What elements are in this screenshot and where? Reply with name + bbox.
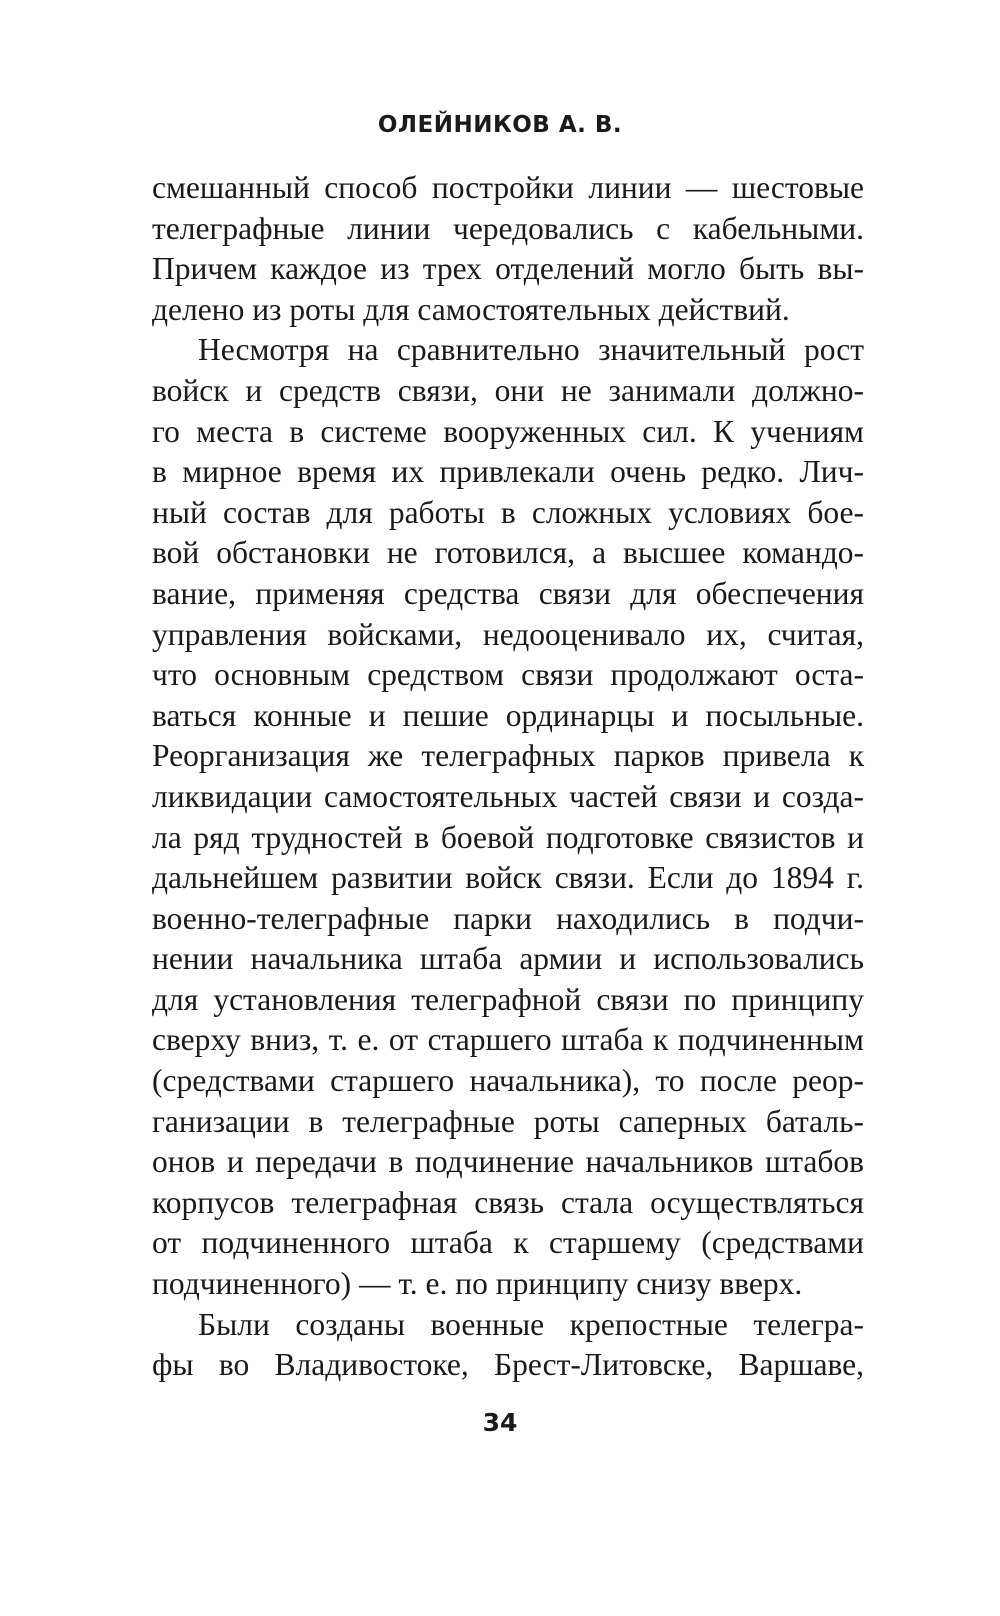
text-line: фы во Владивостоке, Брест-Литовске, Варшаве, (152, 1347, 864, 1383)
text-line: Реорганизация же телеграфных парков привела к (152, 738, 864, 774)
text-line: ный состав для работы в сложных условиях бое- (152, 494, 864, 530)
text-line: ликвидации самостоятельных частей связи и созда- (152, 778, 864, 814)
text-line: вание, применяя средства связи для обеспечения (152, 575, 864, 611)
text-line: войск и средств связи, они не занимали должно- (152, 372, 864, 408)
text-line: ваться конные и пешие ординарцы и посыльные. (152, 697, 864, 733)
page-number: 34 (482, 1408, 518, 1437)
text-line: ганизации в телеграфные роты саперных баталь- (152, 1103, 864, 1139)
text-line: (средствами старшего начальника), то после реор- (152, 1063, 864, 1099)
body-text (152, 168, 864, 1386)
text-line: в мирное время их привлекали очень редко. Лич- (152, 454, 864, 490)
paragraph-start-line: Были созданы военные крепостные телегра- (198, 1306, 864, 1342)
text-line: го места в системе вооруженных сил. К учениям (152, 413, 864, 449)
text-line: онов и передачи в подчинение начальников штабов (152, 1144, 864, 1180)
running-header: ОЛЕЙНИКОВ А. В. (377, 112, 623, 138)
text-line: от подчиненного штаба к старшему (средствами (152, 1225, 864, 1261)
text-line: что основным средством связи продолжают оста- (152, 657, 864, 693)
text-line: подчиненного) — т. е. по принципу снизу вверх. (152, 1266, 803, 1302)
text-line: телеграфные линии чередовались с кабельными. (152, 210, 864, 246)
text-line: корпусов телеграфная связь стала осуществляться (152, 1184, 864, 1220)
text-line: смешанный способ постройки линии — шестовые (152, 170, 864, 205)
paragraph-start-line: Несмотря на сравнительно значительный рост (198, 332, 864, 368)
text-line: для установления телеграфной связи по принципу (152, 981, 864, 1017)
text-line: дальнейшем развитии войск связи. Если до 1894 г. (152, 860, 864, 896)
text-line: военно-телеграфные парки находились в подчи- (152, 900, 864, 936)
text-line: нении начальника штаба армии и использовались (152, 941, 864, 977)
text-line: ла ряд трудностей в боевой подготовке связистов и (152, 819, 864, 855)
text-line: вой обстановки не готовился, а высшее командо- (152, 535, 864, 571)
text-line: Причем каждое из трех отделений могло быть вы- (152, 251, 864, 287)
text-line: делено из роты для самостоятельных действий. (152, 291, 790, 327)
text-line: управления войсками, недооценивало их, считая, (152, 616, 864, 652)
text-line: сверху вниз, т. е. от старшего штаба к подчиненным (152, 1022, 864, 1058)
